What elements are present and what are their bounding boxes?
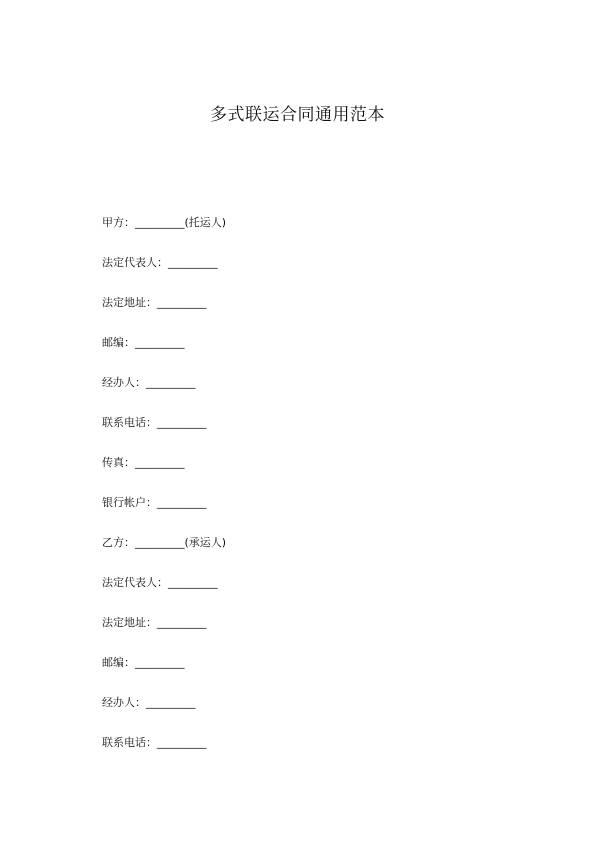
party-b-legal-address: 法定地址：_________ [102,616,207,629]
document-title: 多式联运合同通用范本 [210,105,385,125]
party-a-legal-address: 法定地址：_________ [102,296,207,309]
party-b-postcode: 邮编：_________ [102,656,185,669]
party-b-line: 乙方：_________(承运人) [102,536,227,549]
party-b-legal-representative: 法定代表人：_________ [102,576,218,589]
party-a-fax: 传真：_________ [102,456,185,469]
party-b-phone: 联系电话：_________ [102,736,207,749]
party-info-section [102,215,522,775]
party-b-handler: 经办人：_________ [102,696,196,709]
party-a-line: 甲方：_________(托运人) [102,216,227,229]
party-a-bank-account: 银行帐户：_________ [102,496,207,509]
party-a-phone: 联系电话：_________ [102,416,207,429]
party-a-handler: 经办人：_________ [102,376,196,389]
party-a-legal-representative: 法定代表人：_________ [102,256,218,269]
party-a-postcode: 邮编：_________ [102,336,185,349]
